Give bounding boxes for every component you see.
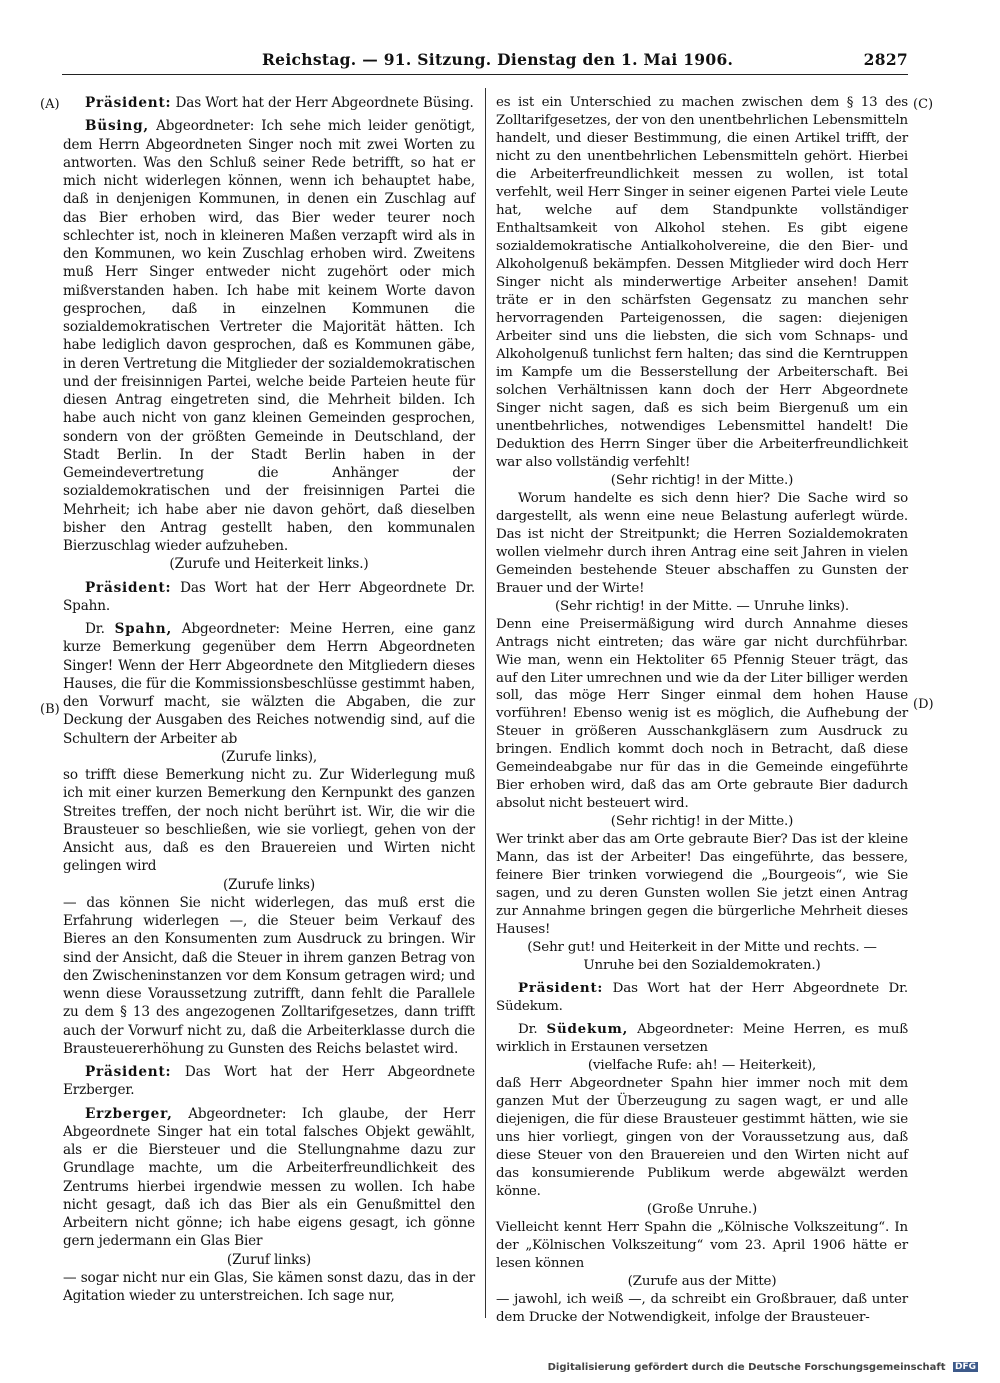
- interjection: (Zuruf links): [226, 1251, 312, 1268]
- interjection: (Große Unruhe.): [646, 1202, 758, 1218]
- interjection: (Sehr richtig! in der Mitte.): [610, 814, 794, 830]
- page-header: [62, 48, 908, 75]
- speaker-title: Dr.: [85, 621, 105, 637]
- margin-marker-c: (C): [913, 97, 934, 112]
- speaker-name: Präsident:: [85, 579, 172, 596]
- header-title: Reichstag. — 91. Sitzung. Dienstag den 1. Mai 1906.: [262, 50, 734, 69]
- interjection: (Zurufe und Heiterkeit links.): [169, 556, 369, 573]
- paragraph-text: Das Wort hat der Herr Abgeordnete Dr. Südekum.: [496, 981, 908, 1015]
- speaker-name: Südekum,: [546, 1021, 629, 1038]
- paragraph-text: — jawohl, ich weiß —, da schreibt ein Großbrauer, daß unter dem Drucke der Notwendigkeit, infolge der Brausteuer-: [496, 1291, 908, 1325]
- column-divider: [485, 88, 486, 1318]
- paragraph-text: es ist ein Unterschied zu machen zwischen dem § 13 des Zolltarifgesetzes, der von den unentbehrlichen Lebensmitteln handelt, und dieser Bestimmung, die einen Artikel trifft, der nicht zu den unentbehrlichen Lebensmitteln gehört. Hierbei die Arbeiterfreundlichkeit messen zu wollen, ist total verfehlt, weil Herr Singer in seiner eigenen Partei viele Leute hat, welche auf dem Standpunkte vollständiger Enthaltsamkeit von Alkohol stehen. Es gibt eigene sozialdemokratische Antialkoholvereine, die den Bier- und Alkoholgenuß bekämpfen. Dessen Mitglieder wird doch Herr Singer nicht als minderwertige Arbeiter ansehen! Damit träte er in den schärfsten Gegensatz zu manchen sehr hervorragenden Parteigenossen, die sagen: diejenigen Arbeiter sind uns die liebsten, die sich vom Schnaps- und Alkoholgenuß tunlichst fern halten; das sind die Kerntruppen im Kampfe um die Besserstellung der Arbeiterschaft. Bei solchen Verhältnissen kann doch der Herr Abgeordnete Singer nicht sagen, daß es sich beim Biergenuß um ein unentbehrliches, notwendiges Lebensmittel handelt! Die Deduktion des Herrn Singer über die Arbeiterfreundlichkeit war also vollständig verfehlt!: [496, 95, 908, 470]
- paragraph: [63, 1105, 475, 1251]
- margin-marker-a: (A): [40, 97, 60, 112]
- speaker-name: Präsident:: [85, 95, 172, 111]
- paragraph-text: Abgeordneter: Meine Herren, es muß wirklich in Erstaunen versetzen: [496, 1022, 908, 1056]
- paragraph-text: — das können Sie nicht widerlegen, das muß erst die Erfahrung widerlegen —, die Steuer beim Verkauf des Bieres an den Konsumenten zum Ausdruck zu bringen. Wir sind der Ansicht, daß die Steuer in ihrem ganzen Betrag von den Zwischeninstanzen vor dem Konsum getragen wird; und wenn diese Voraussetzung zutrifft, dann fehlt die Parallele zu dem § 13 des angezogenen Zolltarifgesetzes, dann trifft auch der Vorwurf nicht zu, daß die Arbeiterklasse durch die Brausteuererhöhung zu Gunsten des Reichs belastet wird.: [63, 894, 475, 1057]
- speaker-name: Präsident:: [518, 980, 604, 997]
- interjection: (Sehr richtig! in der Mitte. — Unruhe links).: [554, 598, 850, 614]
- paragraph-text: Worum handelte es sich denn hier? Die Sache wird so dargestellt, als wenn eine neue Belastung auferlegt würde. Das ist nicht der Streitpunkt; die Herren Sozialdemokraten wollen vielmehr durch ihren Antrag eine seit Jahren in vielen Gemeinden bestehende Steuer abschaffen zu Gunsten der Brauer und der Wirte!: [496, 490, 908, 596]
- interjection: Unruhe bei den Sozialdemokraten.): [583, 958, 821, 974]
- paragraph-text: so trifft diese Bemerkung nicht zu. Zur Widerlegung muß ich mit einer kurzen Bemerkung den Kernpunkt des ganzen Streites treffen, der noch nicht berührt ist. Wir, die wir die Brausteuer so beschließen, wie sie vorliegt, gehen von der Ansicht aus, daß es den Brauereien und Wirten nicht gelingen wird: [63, 767, 475, 875]
- speaker-name: Büsing,: [85, 118, 149, 135]
- paragraph-text: — sogar nicht nur ein Glas, Sie kämen sonst dazu, das in der Agitation wieder zu unterstreichen. Ich sage nur,: [63, 1269, 475, 1304]
- paragraph-text: Denn eine Preisermäßigung wird durch Annahme dieses Antrags nicht eintreten; das wäre gar nicht durchführbar. Wie man, wenn ein Hektoliter 65 Pfennig Steuer trägt, das auf den Liter umrechnen und wie da der Liter billiger werden soll, das möge Herr Singer einmal dem hohen Hause vorführen! Ebenso wenig ist es möglich, die Aufhebung der Steuer in größeren Ausschankgläsern zum Ausdruck zu bringen. Endlich kommt doch noch in Betracht, daß diese Gemeindeabgabe nur für das in die Gemeinde eingeführte Bier erhoben wird, daß das am Orte gebraute Bier dadurch absolut nicht besteuert wird.: [496, 616, 908, 812]
- paragraph: [63, 620, 475, 748]
- credit-text: Digitalisierung gefördert durch die Deutsche Forschungsgemeinschaft: [547, 1362, 946, 1373]
- interjection: (vielfache Rufe: ah! — Heiterkeit),: [587, 1058, 817, 1074]
- left-column: [63, 94, 475, 1305]
- digitization-credit: [548, 1362, 978, 1373]
- paragraph-text: Das Wort hat der Herr Abgeordnete Erzberger.: [63, 1064, 476, 1099]
- paragraph-text: Abgeordneter: Ich glaube, der Herr Abgeordnete Singer hat ein total falsches Objekt gewählt, als er die Biersteuer und die Stellungnahme dazu zur Grundlage machte, um die Arbeiterfreundlichkeit des Zentrums hierbei irgendwie messen zu wollen. Ich habe nicht gesagt, daß ich das Bier als ein Genußmittel den Arbeitern nicht gönne; ich habe eigens gesagt, ich gönne gern jedermann ein Glas Bier: [63, 1105, 476, 1250]
- paragraph-text: Abgeordneter: Ich sehe mich leider genötigt, dem Herrn Abgeordneten Singer noch mit zwei Worten zu antworten. Was den Schluß seiner Rede betrifft, so hat er mich nicht widerlegen können, wenn ich behauptet habe, daß in denjenigen Kommunen, in denen ein Zuschlag auf das Bier erhoben wird, das Bier weder teurer noch schlechter ist, noch in kleineren Maßen verzapft wird als in den Kommunen, wo kein Zuschlag erhoben wird. Zweitens muß Herr Singer entweder nicht zugehört oder mich mißverstanden haben. Ich habe mit keinem Worte davon gesprochen, daß in einzelnen Kommunen die sozialdemokratischen Vertreter die Majorität hätten. Ich habe lediglich davon gesprochen, daß es Kommunen gäbe, in deren Vertretung die Mitglieder der sozialdemokratischen und der freisinnigen Partei, welche beide Parteien heute für diesen Antrag eingetreten sind, die Mehrheit bilden. Ich habe auch nicht von ganz kleinen Gemeinden gesprochen, sondern von der größten Gemeinde in Deutschland, der Stadt Berlin. In der Stadt Berlin haben in der Gemeindevertretung die Anhänger der sozialdemokratischen und der freisinnigen Partei die Mehrheit; ich habe aber nie davon gehört, daß dieselben bisher den Antrag gestellt haben, den kommunalen Bierzuschlag wieder aufzuheben.: [63, 118, 476, 554]
- paragraph-text: daß Herr Abgeordneter Spahn hier immer noch mit dem ganzen Mut der Überzeugung zu sagen wagt, er und alle diejenigen, die für diese Brausteuer gestimmt hätten, wie sie uns hier vorliegt, gingen von der Voraussetzung aus, daß diese Steuer von den Brauereien und den Wirten nicht auf das konsumierende Publikum werde abgewälzt werden könne.: [496, 1076, 908, 1200]
- paragraph: [496, 1021, 908, 1057]
- speaker-name: Erzberger,: [85, 1105, 173, 1122]
- interjection: (Zurufe links): [222, 876, 316, 893]
- page-number: 2827: [863, 50, 908, 69]
- margin-marker-b: (B): [40, 702, 60, 717]
- paragraph-text: Das Wort hat der Herr Abgeordnete Büsing.: [175, 95, 474, 111]
- paragraph: [63, 117, 475, 555]
- interjection: (Sehr gut! und Heiterkeit in der Mitte und rechts. —: [527, 940, 877, 956]
- speaker-name: Präsident:: [85, 1064, 172, 1080]
- margin-marker-d: (D): [913, 697, 934, 712]
- right-column: [496, 94, 908, 1327]
- paragraph-text: Das Wort hat der Herr Abgeordnete Dr. Spahn.: [63, 579, 476, 614]
- paragraph: [496, 980, 908, 1016]
- speaker-title: Dr.: [518, 1022, 538, 1038]
- paragraph-text: Vielleicht kennt Herr Spahn die „Kölnische Volkszeitung“. In der „Kölnischen Volkszeitung“ vom 23. April 1906 hätte er lesen können: [496, 1220, 908, 1271]
- paragraph: [63, 579, 475, 616]
- speaker-name: Spahn,: [114, 621, 172, 637]
- interjection: (Zurufe links),: [220, 748, 318, 765]
- paragraph: [63, 1063, 475, 1100]
- interjection: (Sehr richtig! in der Mitte.): [610, 472, 794, 488]
- dfg-logo: DFG: [954, 1362, 976, 1372]
- paragraph: [63, 94, 475, 112]
- paragraph-text: Abgeordneter: Meine Herren, eine ganz kurze Bemerkung gegenüber dem Herrn Abgeordneten Singer! Wenn der Herr Abgeordnete den Mitgliedern dieses Hauses, die für die Kommissionsbeschlüsse gestimmt haben, den Vorwurf macht, sie wälzten die Abgaben, die zur Deckung der Ausgaben des Reiches notwendig sind, auf die Schultern der Arbeiter ab: [63, 621, 476, 747]
- paragraph-text: Wer trinkt aber das am Orte gebraute Bier? Das ist der kleine Mann, das ist der Arbeiter! Das eingeführte, das bessere, feinere Bier trinken vorwiegend die „Bourgeois“, wie Sie sagen, und zu deren Gunsten wollen Sie jetzt einen Antrag zur Annahme bringen gegen die bürgerliche Mehrheit dieses Hauses!: [496, 832, 908, 938]
- interjection: (Zurufe aus der Mitte): [627, 1273, 777, 1289]
